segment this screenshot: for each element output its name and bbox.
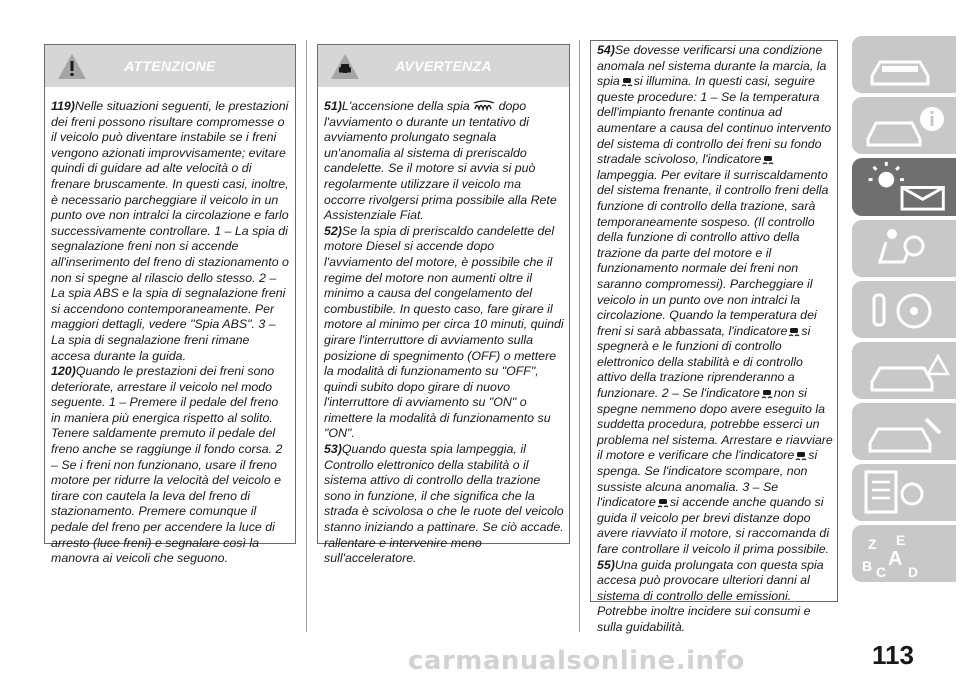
column-divider-right xyxy=(579,40,580,632)
maintenance-icon xyxy=(852,403,956,460)
tab-maintenance[interactable] xyxy=(852,403,956,460)
stability-control-icon xyxy=(620,75,634,87)
caution-item-53: 53)Quando questa spia lampeggia, il Controllo elettronico della stabilità o il sistema attivo di controllo della trazione sono in funzione, il che significa che la strada è scivolosa o che le ruote del veicolo stanno iniziando a pattinare. Se ciò accade. rallentare e intervenire meno sull'acceleratore. xyxy=(324,442,564,566)
svg-text:D: D xyxy=(908,564,919,580)
watermark: carmanualsonline.info xyxy=(408,646,745,676)
glow-plug-icon xyxy=(473,100,495,112)
svg-text:Z: Z xyxy=(868,536,877,552)
starting-driving-icon xyxy=(852,281,956,338)
svg-text:C: C xyxy=(876,564,887,580)
note-item-55: 55)Una guida prolungata con questa spia accesa può provocare ulteriori danni al sistema di controllo delle emissioni. Potrebbe inoltre incidere sui consumi e sulla guidabilità. xyxy=(597,557,824,634)
emergency-icon xyxy=(852,342,956,399)
warning-item-120: 120)Quando le prestazioni dei freni sono deteriorate, arrestare il veicolo nel modo seguente. 1 – Premere il pedale del freno in maniera più energica rispetto al solito. Tenere saldamente premuto il pedale del freno anche se raggiunge il fondo corsa. 2 – Se i freni non funzionano, usare il freno motore per ridurre la velocità del veicolo e tirare con cautela la leva del freno di stazionamento. Premere comunque il pedale del freno per accendere la luce di arresto (luce freni) e segnalare così la manovra ai veicoli che seguono. xyxy=(51,364,283,566)
tab-index[interactable] xyxy=(852,525,956,582)
tab-starting-driving[interactable] xyxy=(852,281,956,338)
svg-text:E: E xyxy=(896,532,906,548)
tab-warning-lights[interactable] xyxy=(852,158,956,216)
technical-data-icon xyxy=(852,464,956,521)
right-note-box xyxy=(590,40,838,634)
airbag-seat-icon xyxy=(852,220,956,277)
tab-car-info[interactable] xyxy=(852,97,956,154)
stability-control-icon xyxy=(761,153,775,165)
caution-item-52: 52)Se la spia di preriscaldo candelette del motore Diesel si accende dopo l'avviamento del motore, è possibile che il regime del motore non aumenti oltre il minimo a causa del congelamento del combustibile. In questo caso, fare girare il motore al minimo per circa 10 minuti, quindi girare l'interruttore di avviamento sulla posizione di spegnimento (OFF) o mettere la modalità di funzionamento su "OFF", quindi subito dopo girare di nuovo l'interruttore di avviamento su "ON" o rimettere la modalità di funzionamento su "ON". xyxy=(324,223,564,441)
stability-control-icon xyxy=(794,449,808,461)
tab-technical-data[interactable] xyxy=(852,464,956,521)
car-info-icon xyxy=(852,97,956,154)
tab-dashboard[interactable] xyxy=(852,36,956,93)
svg-text:B: B xyxy=(862,558,873,574)
note-item-54: 54)Se dovesse verificarsi una condizione anomala nel sistema durante la marcia, la spia si illumina. In questi casi, seguire queste procedure: 1 – Se la temperatura dell'impianto frenante continua ad aumentare a causa del continuo intervento del sistema di controllo dei freni su fondo stradale scivoloso, l'indicatorelampeggia. Per evitare il surriscaldamento del sistema frenante, il controllo freni della funzione di controllo della trazione, sarà temporaneamente sospeso. (Il controllo della funzione di controllo attivo della trazione da parte del motore e il funzionamento normale dei freni non saranno compromessi). Parcheggiare il veicolo in un punto ove non intralci la circolazione. Quando la temperatura dei freni si sarà abbassata, l'indicatore si spegnerà e le funzioni di controllo elettronico della stabilità e di controllo attivo della trazione riprenderanno a funzionare. 2 – Se l'indicatore non si spegne nemmeno dopo avere eseguito la suddetta procedura, potrebbe esserci un problema nel sistema. Arrestare e riavviare il motore e verificare che l'indicatore si spenga. Se l'indicatore scompare, non sussiste alcuna anomalia. 3 – Se l'indicatore si accende anche quando si guida il veicolo per brevi distanze dopo avere riavviato il motore, si raccomanda di fare controllare il veicolo il prima possibile. xyxy=(597,43,833,556)
stability-control-icon xyxy=(760,387,774,399)
chapter-sidebar xyxy=(852,36,956,586)
caution-car-triangle-icon xyxy=(330,52,360,80)
car-dashboard-icon xyxy=(852,36,956,93)
warning-item-119: 119)Nelle situazioni seguenti, le prestazioni dei freni possono risultare compromesse o il veicolo può diventare instabile se i freni vengono azionati improvvisamente; evitare quindi di guidare ad alte velocità o di frenare bruscamente. In questi casi, inoltre, è necessario parcheggiare il veicolo in un punto ove non intralci la circolazione e farlo successivamente controllare. 1 – La spia di segnalazione freni non si accende all'inserimento del freno di stazionamento o non si spegne al rilascio dello stesso. 2 – La spia ABS e la spia di segnalazione freni si accendono contemporaneamente. Per maggiori dettagli, vedere "Spia ABS". 3 – La spia di segnalazione freni rimane accesa durante la guida. xyxy=(51,99,289,363)
stability-control-icon xyxy=(787,325,801,337)
caution-item-51: 51)L'accensione della spia dopo l'avviamento o durante un tentativo di avviamento prolungato segnala un'anomalia al sistema di preriscaldo candelette. Se il motore si avvia si può regolarmente utilizzare il veicolo ma occorre rivolgersi prima possibile alla Rete Assistenziale Fiat. xyxy=(324,99,557,223)
warning-box-title: ATTENZIONE xyxy=(124,58,216,74)
warning-triangle-icon xyxy=(57,52,87,80)
tab-emergency[interactable] xyxy=(852,342,956,399)
page-number: 113 xyxy=(872,640,914,670)
index-icon xyxy=(852,525,956,582)
warning-box xyxy=(44,44,296,566)
caution-box xyxy=(317,44,570,566)
stability-control-icon xyxy=(656,496,670,508)
caution-box-header xyxy=(318,45,569,87)
warning-lights-messages-icon xyxy=(852,158,956,215)
svg-text:A: A xyxy=(888,548,903,570)
tab-safety[interactable] xyxy=(852,220,956,277)
caution-box-title: AVVERTENZA xyxy=(395,58,492,74)
warning-box-header xyxy=(45,45,295,87)
column-divider-left xyxy=(306,40,307,632)
